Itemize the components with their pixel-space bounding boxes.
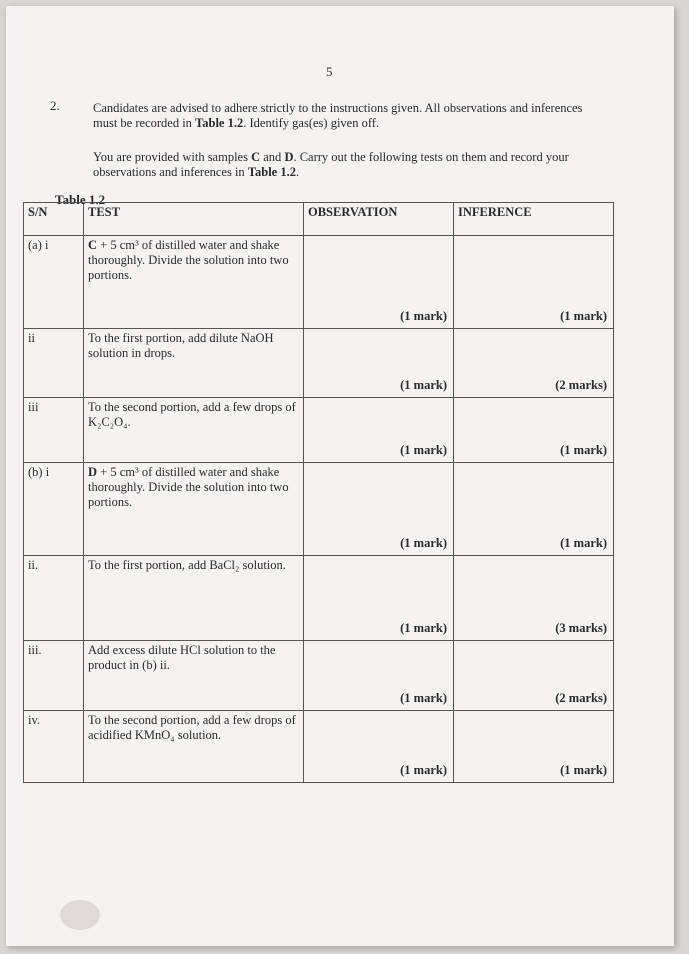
header-test: TEST (84, 203, 304, 236)
table-row (24, 711, 614, 783)
row-test (84, 641, 304, 711)
table-row (24, 641, 614, 711)
header-sn: S/N (24, 203, 84, 236)
observation-mark: (1 mark) (400, 763, 447, 777)
row-test (84, 329, 304, 398)
samples-text-end: . (295, 165, 300, 179)
inference-cell[interactable] (454, 463, 614, 556)
row-sn: (b) i (24, 463, 84, 556)
row-sn: iii (24, 398, 84, 463)
table-row (24, 556, 614, 641)
inference-mark: (1 mark) (560, 443, 607, 457)
row-test-sample: D (88, 465, 98, 479)
header-observation: OBSERVATION (304, 203, 454, 236)
inference-mark: (2 marks) (555, 691, 607, 705)
table-header-row (24, 203, 614, 236)
row-sn: iii. (24, 641, 84, 711)
row-test-sample: C (88, 238, 98, 252)
inference-mark: (1 mark) (560, 536, 607, 550)
table-row (24, 398, 614, 463)
samples-text-a: You are provided with samples (93, 150, 252, 164)
samples-text-b: . Carry out the following tests on them and record your observations and inferences in (93, 150, 569, 179)
instructions-table-ref: Table 1.2 (195, 116, 244, 130)
row-sn: ii. (24, 556, 84, 641)
row-test (84, 398, 304, 463)
row-test-text: + 5 cm³ of distilled water and shake thoroughly. Divide the solution into two portions. (88, 465, 289, 509)
inference-mark: (3 marks) (555, 621, 607, 635)
observation-mark: (1 mark) (400, 691, 447, 705)
inference-mark: (2 marks) (555, 378, 607, 392)
observation-cell[interactable] (304, 556, 454, 641)
row-test (84, 556, 304, 641)
row-test-text: + 5 cm³ of distilled water and shake thoroughly. Divide the solution into two portions. (88, 238, 289, 282)
inference-cell[interactable] (454, 556, 614, 641)
instructions-text-b: . Identify gas(es) given off. (243, 116, 380, 130)
inference-mark: (1 mark) (560, 763, 607, 777)
observation-mark: (1 mark) (400, 378, 447, 392)
samples-table-ref: Table 1.2 (247, 165, 296, 179)
table-caption: Table 1.2 (55, 192, 106, 207)
page-number: 5 (326, 64, 333, 79)
inference-cell[interactable] (454, 236, 614, 329)
header-inference: INFERENCE (454, 203, 614, 236)
table-row (24, 329, 614, 398)
row-sn: iv. (24, 711, 84, 783)
row-test (84, 236, 304, 329)
instructions-paragraph (93, 101, 593, 131)
observation-mark: (1 mark) (400, 443, 447, 457)
observation-cell[interactable] (304, 329, 454, 398)
observation-cell[interactable] (304, 641, 454, 711)
row-sn: (a) i (24, 236, 84, 329)
inference-cell[interactable] (454, 329, 614, 398)
observation-cell[interactable] (304, 236, 454, 329)
inference-mark: (1 mark) (560, 309, 607, 323)
observation-cell[interactable] (304, 711, 454, 783)
observation-cell[interactable] (304, 463, 454, 556)
results-table (23, 202, 614, 783)
inference-cell[interactable] (454, 398, 614, 463)
observation-cell[interactable] (304, 398, 454, 463)
inference-cell[interactable] (454, 711, 614, 783)
row-test-text: To the second portion, add a few drops of K₂C₂O₄. (88, 400, 296, 429)
sample-c-label: C (251, 150, 261, 164)
instructions-text-a: Candidates are advised to adhere strictly to the instructions given. All observations and inferences must be recorded in (93, 101, 583, 130)
row-test-text: To the first portion, add BaCl₂ solution. (88, 558, 286, 572)
table-row (24, 236, 614, 329)
observation-mark: (1 mark) (400, 536, 447, 550)
samples-paragraph (93, 150, 593, 180)
observation-mark: (1 mark) (400, 309, 447, 323)
row-test (84, 463, 304, 556)
row-test (84, 711, 304, 783)
observation-mark: (1 mark) (400, 621, 447, 635)
samples-and: and (260, 150, 285, 164)
sample-d-label: D (284, 150, 294, 164)
paper-shadow-decoration (60, 900, 100, 930)
row-test-text: To the second portion, add a few drops of acidified KMnO₄ solution. (88, 713, 296, 742)
inference-cell[interactable] (454, 641, 614, 711)
row-sn: ii (24, 329, 84, 398)
question-number: 2. (50, 98, 60, 113)
table-row (24, 463, 614, 556)
row-test-text: To the first portion, add dilute NaOH solution in drops. (88, 331, 274, 360)
row-test-text: Add excess dilute HCl solution to the product in (b) ii. (88, 643, 276, 672)
